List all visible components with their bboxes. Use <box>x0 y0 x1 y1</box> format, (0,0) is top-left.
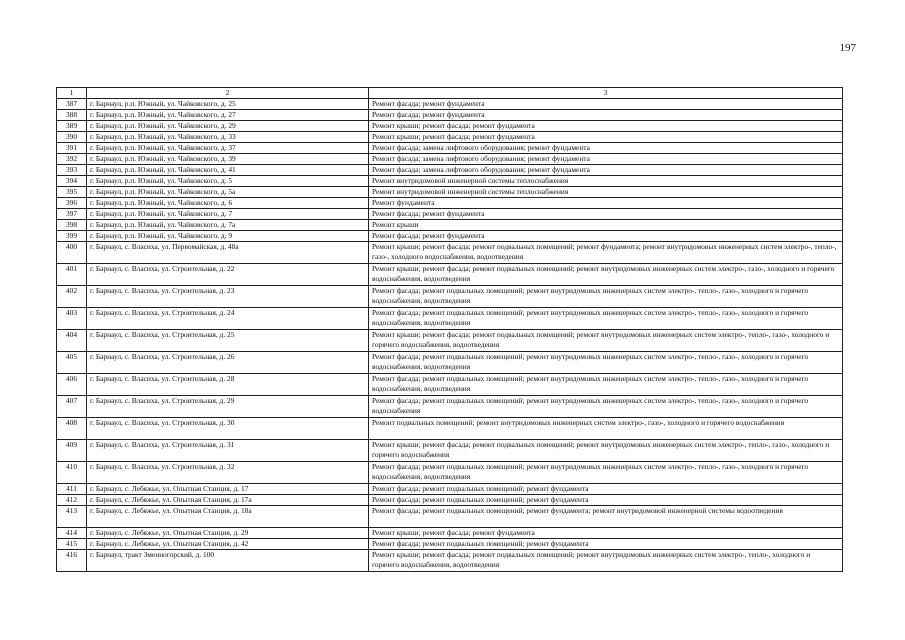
row-number-cell: 397 <box>57 209 87 220</box>
works-cell: Ремонт фасада; ремонт подвальных помещений; ремонт внутридомовых инженерных систем электро-, тепло-, газо-, холодного и горячего водоснабжения <box>369 396 843 418</box>
table-row <box>57 506 843 528</box>
table-row <box>57 176 843 187</box>
works-cell: Ремонт фасада; ремонт подвальных помещений; ремонт внутридомовых инженерных систем электро-, тепло-, газо-, холодного и горячего водоснабжения, водоотведения <box>369 286 843 308</box>
row-number-cell: 388 <box>57 110 87 121</box>
table-row <box>57 154 843 165</box>
table-header-row <box>57 88 843 99</box>
works-cell: Ремонт подвальных помещений; ремонт внутридомовых инженерных систем электро-, газо-, холодного и горячего водоснабжения <box>369 418 843 440</box>
address-cell: г. Барнаул, р.п. Южный, ул. Чайковского, д. 33 <box>87 132 369 143</box>
address-cell: г. Барнаул, р.п. Южный, ул. Чайковского, д. 39 <box>87 154 369 165</box>
row-number-cell: 408 <box>57 418 87 440</box>
row-number-cell: 416 <box>57 550 87 572</box>
address-cell: г. Барнаул, с. Власиха, ул. Строительная, д. 28 <box>87 374 369 396</box>
works-cell: Ремонт фасада; ремонт подвальных помещений; ремонт внутридомовых инженерных систем электро-, тепло-, газо-, холодного и горячего водоснабжения, водоотведения <box>369 374 843 396</box>
works-cell: Ремонт внутридомовой инженерной системы теплоснабжения <box>369 187 843 198</box>
column-header-works: 3 <box>369 88 843 99</box>
table-row <box>57 308 843 330</box>
address-cell: г. Барнаул, с. Лебяжье, ул. Опытная Станция, д. 18а <box>87 506 369 528</box>
row-number-cell: 402 <box>57 286 87 308</box>
table-row <box>57 484 843 495</box>
table-row <box>57 121 843 132</box>
table-row <box>57 220 843 231</box>
address-cell: г. Барнаул, с. Власиха, ул. Строительная, д. 25 <box>87 330 369 352</box>
works-cell: Ремонт крыши; ремонт фасада; ремонт фундамента <box>369 121 843 132</box>
row-number-cell: 401 <box>57 264 87 286</box>
row-number-cell: 393 <box>57 165 87 176</box>
works-cell: Ремонт крыши; ремонт фасада; ремонт подвальных помещений; ремонт внутридомовых инженерных систем электро-, тепло-, газо-, холодного и горячего водоснабжения <box>369 440 843 462</box>
works-cell: Ремонт фасада; ремонт подвальных помещений; ремонт внутридомовых инженерных систем электро-, тепло-, газо-, холодного и горячего водоснабжения, водоотведения <box>369 462 843 484</box>
address-cell: г. Барнаул, р.п. Южный, ул. Чайковского, д. 29 <box>87 121 369 132</box>
address-cell: г. Барнаул, р.п. Южный, ул. Чайковского, д. 7 <box>87 209 369 220</box>
table-row <box>57 539 843 550</box>
address-cell: г. Барнаул, р.п. Южный, ул. Чайковского, д. 41 <box>87 165 369 176</box>
row-number-cell: 413 <box>57 506 87 528</box>
table-row <box>57 286 843 308</box>
table-row <box>57 264 843 286</box>
table-row <box>57 396 843 418</box>
table-row <box>57 440 843 462</box>
table-row <box>57 132 843 143</box>
address-cell: г. Барнаул, р.п. Южный, ул. Чайковского, д. 5а <box>87 187 369 198</box>
address-cell: г. Барнаул, с. Власиха, ул. Строительная, д. 23 <box>87 286 369 308</box>
row-number-cell: 403 <box>57 308 87 330</box>
works-cell: Ремонт крыши; ремонт фасада; ремонт подвальных помещений; ремонт внутридомовых инженерных систем электро-, тепло-, холодного и горячего водоснабжения, водоотведения <box>369 550 843 572</box>
works-cell: Ремонт фасада; ремонт подвальных помещений; ремонт внутридомовых инженерных систем электро-, тепло-, газо-, холодного и горячего водоснабжения, водоотведения <box>369 308 843 330</box>
row-number-cell: 394 <box>57 176 87 187</box>
address-cell: г. Барнаул, с. Власиха, ул. Строительная, д. 22 <box>87 264 369 286</box>
row-number-cell: 414 <box>57 528 87 539</box>
works-cell: Ремонт фасада; ремонт подвальных помещений; ремонт внутридомовых инженерных систем электро-, тепло-, газо-, холодного и горячего водоснабжения, водоотведения <box>369 352 843 374</box>
address-cell: г. Барнаул, с. Власиха, ул. Строительная, д. 29 <box>87 396 369 418</box>
housing-repair-table <box>56 87 843 572</box>
address-cell: г. Барнаул, с. Власиха, ул. Строительная, д. 26 <box>87 352 369 374</box>
table-row <box>57 198 843 209</box>
table-body <box>57 99 843 572</box>
address-cell: г. Барнаул, р.п. Южный, ул. Чайковского, д. 25 <box>87 99 369 110</box>
table-row <box>57 187 843 198</box>
row-number-cell: 390 <box>57 132 87 143</box>
table-row <box>57 374 843 396</box>
address-cell: г. Барнаул, р.п. Южный, ул. Чайковского, д. 5 <box>87 176 369 187</box>
address-cell: г. Барнаул, с. Лебяжье, ул. Опытная Станция, д. 42 <box>87 539 369 550</box>
row-number-cell: 398 <box>57 220 87 231</box>
address-cell: г. Барнаул, р.п. Южный, ул. Чайковского, д. 6 <box>87 198 369 209</box>
works-cell: Ремонт крыши; ремонт фасада; ремонт фундамента <box>369 132 843 143</box>
row-number-cell: 387 <box>57 99 87 110</box>
works-cell: Ремонт крыши; ремонт фасада; ремонт подвальных помещений; ремонт внутридомовых инженерных систем электро-, тепло-, газо-, холодного и горячего водоснабжения, водоотведения <box>369 330 843 352</box>
works-cell: Ремонт фасада; ремонт подвальных помещений; ремонт фундамента <box>369 539 843 550</box>
table-row <box>57 462 843 484</box>
row-number-cell: 399 <box>57 231 87 242</box>
works-cell: Ремонт крыши; ремонт фасада; ремонт подвальных помещений; ремонт внутридомовых инженерных систем электро-, газо-, холодного и горячего водоснабжения, водоотведения <box>369 264 843 286</box>
works-cell: Ремонт фасада; ремонт фундамента <box>369 99 843 110</box>
works-cell: Ремонт фасада; замена лифтового оборудования; ремонт фундамента <box>369 165 843 176</box>
address-cell: г. Барнаул, р.п. Южный, ул. Чайковского, д. 27 <box>87 110 369 121</box>
row-number-cell: 411 <box>57 484 87 495</box>
works-cell: Ремонт крыши; ремонт фасада; ремонт подвальных помещений; ремонт фундамента; ремонт внутридомовых инженерных систем электро-, тепло-, газо-, холодного водоснабжения, водоотведения <box>369 242 843 264</box>
works-cell: Ремонт фасада; ремонт фундамента <box>369 231 843 242</box>
column-header-number: 1 <box>57 88 87 99</box>
table-row <box>57 99 843 110</box>
row-number-cell: 396 <box>57 198 87 209</box>
address-cell: г. Барнаул, с. Власиха, ул. Первомайская, д. 48а <box>87 242 369 264</box>
works-cell: Ремонт фундамента <box>369 198 843 209</box>
row-number-cell: 412 <box>57 495 87 506</box>
table-row <box>57 242 843 264</box>
column-header-address: 2 <box>87 88 369 99</box>
row-number-cell: 404 <box>57 330 87 352</box>
row-number-cell: 405 <box>57 352 87 374</box>
works-cell: Ремонт крыши; ремонт фасада; ремонт фундамента <box>369 528 843 539</box>
table-row <box>57 165 843 176</box>
row-number-cell: 409 <box>57 440 87 462</box>
works-cell: Ремонт крыши <box>369 220 843 231</box>
table-row <box>57 209 843 220</box>
address-cell: г. Барнаул, р.п. Южный, ул. Чайковского, д. 37 <box>87 143 369 154</box>
works-cell: Ремонт фасада; ремонт подвальных помещений; ремонт фундамента <box>369 495 843 506</box>
table-row <box>57 143 843 154</box>
table-row <box>57 110 843 121</box>
address-cell: г. Барнаул, с. Власиха, ул. Строительная, д. 31 <box>87 440 369 462</box>
row-number-cell: 392 <box>57 154 87 165</box>
row-number-cell: 391 <box>57 143 87 154</box>
table-row <box>57 550 843 572</box>
page-number: 197 <box>839 42 856 54</box>
works-cell: Ремонт фасада; ремонт подвальных помещений; ремонт фундамента <box>369 484 843 495</box>
table-row <box>57 495 843 506</box>
table-row <box>57 528 843 539</box>
table-row <box>57 418 843 440</box>
row-number-cell: 407 <box>57 396 87 418</box>
works-cell: Ремонт фасада; ремонт подвальных помещений; ремонт фундамента; ремонт внутридомовой инженерной системы водоотведения <box>369 506 843 528</box>
works-cell: Ремонт фасада; замена лифтового оборудования; ремонт фундамента <box>369 143 843 154</box>
works-cell: Ремонт фасада; ремонт фундамента <box>369 110 843 121</box>
address-cell: г. Барнаул, с. Лебяжье, ул. Опытная Станция, д. 17 <box>87 484 369 495</box>
table-row <box>57 352 843 374</box>
row-number-cell: 400 <box>57 242 87 264</box>
address-cell: г. Барнаул, с. Власиха, ул. Строительная, д. 30 <box>87 418 369 440</box>
table-row <box>57 231 843 242</box>
works-cell: Ремонт внутридомовой инженерной системы теплоснабжения <box>369 176 843 187</box>
row-number-cell: 389 <box>57 121 87 132</box>
address-cell: г. Барнаул, с. Лебяжье, ул. Опытная Станция, д. 17а <box>87 495 369 506</box>
row-number-cell: 406 <box>57 374 87 396</box>
address-cell: г. Барнаул, с. Власиха, ул. Строительная, д. 32 <box>87 462 369 484</box>
address-cell: г. Барнаул, с. Лебяжье, ул. Опытная Станция, д. 29 <box>87 528 369 539</box>
row-number-cell: 415 <box>57 539 87 550</box>
row-number-cell: 395 <box>57 187 87 198</box>
address-cell: г. Барнаул, р.п. Южный, ул. Чайковского, д. 7а <box>87 220 369 231</box>
address-cell: г. Барнаул, с. Власиха, ул. Строительная, д. 24 <box>87 308 369 330</box>
table-row <box>57 330 843 352</box>
works-cell: Ремонт фасада; замена лифтового оборудования; ремонт фундамента <box>369 154 843 165</box>
works-cell: Ремонт фасада; ремонт фундамента <box>369 209 843 220</box>
row-number-cell: 410 <box>57 462 87 484</box>
address-cell: г. Барнаул, тракт Змеиногорский, д. 100 <box>87 550 369 572</box>
address-cell: г. Барнаул, р.п. Южный, ул. Чайковского, д. 9 <box>87 231 369 242</box>
